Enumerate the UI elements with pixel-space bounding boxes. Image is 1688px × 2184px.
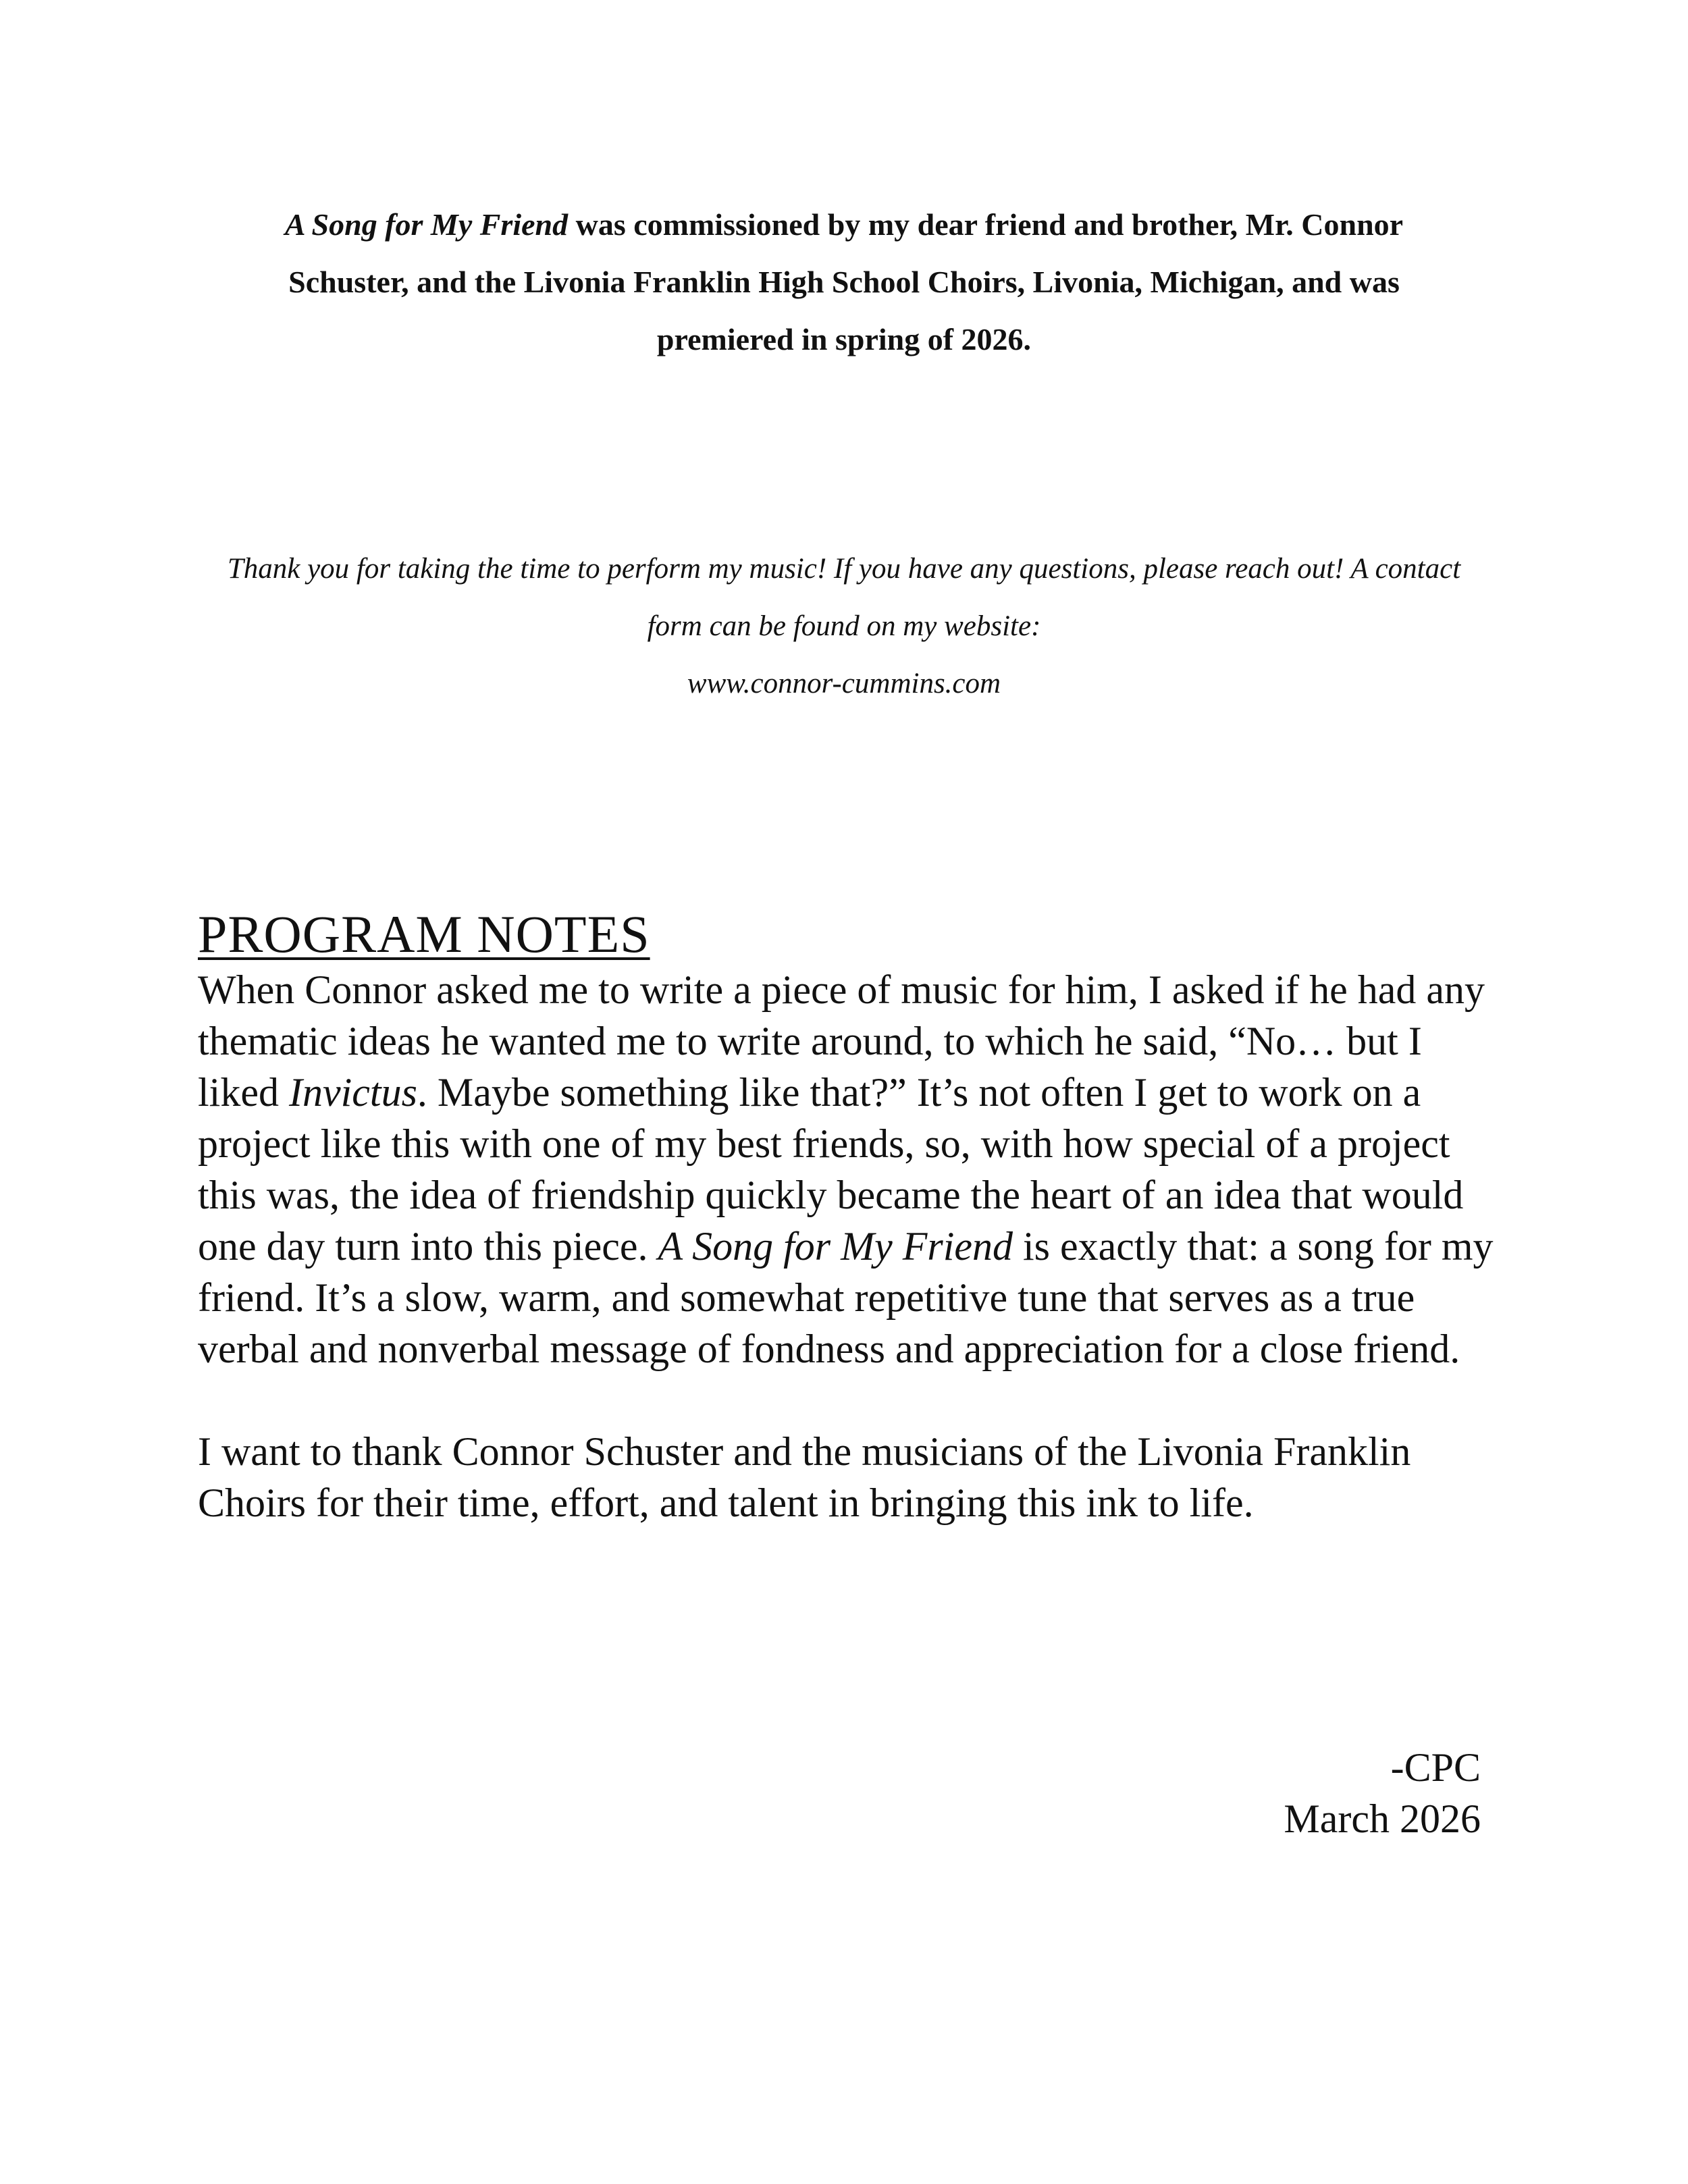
program-notes-body xyxy=(198,964,1501,1528)
signature-block xyxy=(1284,1742,1481,1844)
para1-text-c: is exactly that: a song for my friend. It’s a slow, warm, and somewhat repetitive tune that serves as a true verbal and nonverbal message of fondness and appreciation for a close friend. xyxy=(198,1224,1494,1371)
program-notes-paragraph-2: I want to thank Connor Schuster and the musicians of the Livonia Franklin Choirs for their time, effort, and talent in bringing this ink to life. xyxy=(198,1429,1411,1525)
dedication-note xyxy=(223,196,1465,368)
signature-initials: -CPC xyxy=(1390,1745,1481,1790)
program-notes-section xyxy=(198,905,1501,1528)
signature-date: March 2026 xyxy=(1284,1796,1481,1841)
website-link[interactable]: www.connor-cummins.com xyxy=(687,668,1001,699)
para1-text-b: . Maybe something like that?” It’s not often I get to work on a project like this with one of my best friends, so, with how special of a project this was, the idea of friendship quickly became the heart of an idea that would one day turn into this piece. xyxy=(198,1070,1464,1269)
program-notes-paragraph-1 xyxy=(198,964,1501,1375)
program-notes-heading: PROGRAM NOTES xyxy=(198,905,650,963)
dedication-text: was commissioned by my dear friend and brother, Mr. Connor Schuster, and the Livonia Franklin High School Choirs, Livonia, Michigan, and was premiered in spring of 2026. xyxy=(288,207,1404,356)
thank-you-note xyxy=(203,540,1485,712)
dedication-title: A Song for My Friend xyxy=(284,207,569,242)
para1-title: A Song for My Friend xyxy=(658,1224,1013,1269)
para1-invictus: Invictus xyxy=(288,1070,417,1115)
thank-you-text: Thank you for taking the time to perform my music! If you have any questions, please reach out! A contact form can be found on my website: xyxy=(227,553,1461,642)
para1-text-a: When Connor asked me to write a piece of music for him, I asked if he had any thematic ideas he wanted me to write around, to which he said, “No… but I liked xyxy=(198,967,1485,1115)
